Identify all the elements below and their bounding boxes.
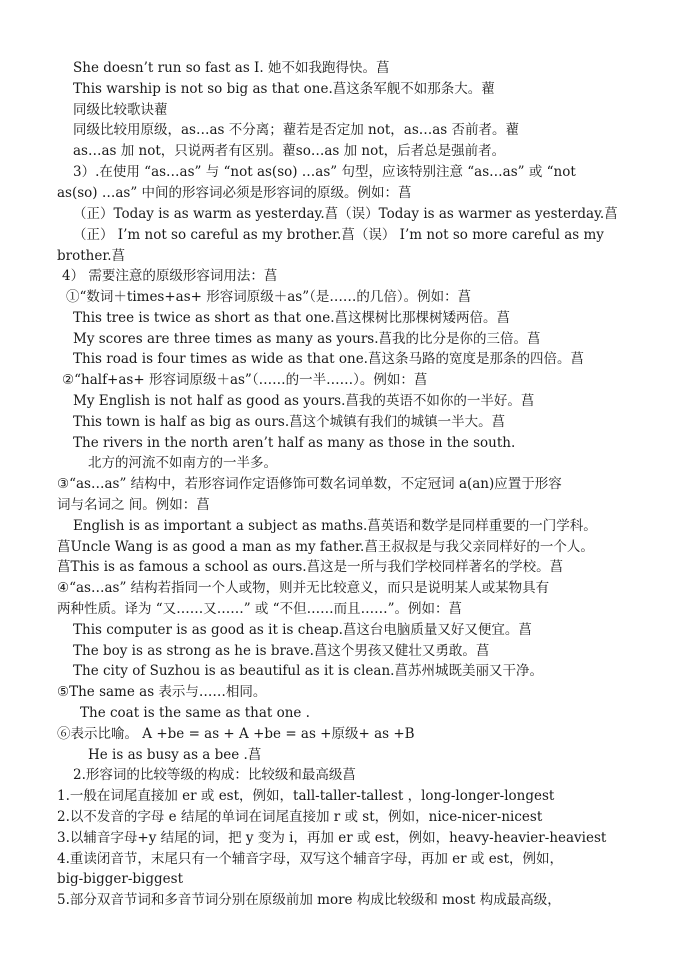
text-line: This road is four times as wide as that one.菖这条马路的宽度是那条的四倍。菖 <box>73 351 584 367</box>
text-line: 菖This is as famous a school as ours.菖这是一所与我们学校同样著名的学校。菖 <box>57 559 564 575</box>
text-line: The rivers in the north aren’t half as many as those in the south. <box>73 435 516 451</box>
text-line: （正）Today is as warm as yesterday.菖（误）Today is as warmer as yesterday.菖 <box>73 206 618 222</box>
text-line: 1.一般在词尾直接加 er 或 est，例如，tall-taller-tallest ，long-longer-longest <box>57 788 555 804</box>
text-line: 同级比较歌诀藋 <box>73 102 168 118</box>
text-line: as…as 加 not，只说两者有区别。藋so…as 加 not，后者总是强前者。 <box>73 143 506 159</box>
text-line: ④“as…as” 结构若指同一个人或物，则并无比较意义，而只是说明某人或某物具有 <box>57 580 550 596</box>
text-line: This warship is not so big as that one.菖这条军舰不如那条大。藋 <box>73 81 495 97</box>
text-line: 北方的河流不如南方的一半多。 <box>88 455 277 471</box>
text-line: She doesn’t run so fast as I. 她不如我跑得快。菖 <box>73 60 390 76</box>
text-line: 同级比较用原级，as…as 不分离；藋若是否定加 not，as…as 否前者。藋 <box>73 122 520 138</box>
text-line: The coat is the same as that one . <box>80 705 310 721</box>
text-line: 3）.在使用 “as…as” 与 “not as(so) …as” 句型，应该特别注意 “as…as” 或 “not <box>73 164 576 180</box>
text-line: My scores are three times as many as yours.菖我的比分是你的三倍。菖 <box>73 331 541 347</box>
text-line: ③“as…as” 结构中，若形容词作定语修饰可数名词单数，不定冠词 a(an)应置于形容 <box>57 476 562 492</box>
text-line: 4.重读闭音节，末尾只有一个辅音字母，双写这个辅音字母，再加 er 或 est，例如， <box>57 851 564 867</box>
text-line: brother.菖 <box>57 248 126 264</box>
text-line: as(so) …as” 中间的形容词必须是形容词的原级。例如：菖 <box>57 185 412 201</box>
text-line: This tree is twice as short as that one.菖这棵树比那棵树矮两倍。菖 <box>73 310 511 326</box>
text-line: This town is half as big as ours.菖这个城镇有我们的城镇一半大。菖 <box>73 414 506 430</box>
text-line: big-bigger-biggest <box>57 871 183 887</box>
text-line: 菖Uncle Wang is as good a man as my father.菖王叔叔是与我父亲同样好的一个人。 <box>57 539 594 555</box>
text-line: 4） 需要注意的原级形容词用法：菖 <box>62 268 278 284</box>
text-line: 两种性质。译为 “又……又……” 或 “不但……而且……”。例如：菖 <box>57 601 462 617</box>
text-line: 词与名词之 间。例如：菖 <box>57 497 210 513</box>
text-line: ⑤The same as 表示与……相同。 <box>57 684 267 700</box>
text-line: ⑥表示比喻。 A +be = as + A +be = as +原级+ as +B <box>57 726 415 742</box>
text-line: 5.部分双音节词和多音节词分别在原级前加 more 构成比较级和 most 构成最高级， <box>57 892 561 908</box>
text-line: 2.以不发音的字母 e 结尾的单词在词尾直接加 r 或 st，例如，nice-nicer-nicest <box>57 809 543 825</box>
text-line: The boy is as strong as he is brave.菖这个男孩又健壮又勇敢。菖 <box>73 643 490 659</box>
text-line: （正） I’m not so careful as my brother.菖（误） I’m not so more careful as my <box>73 227 604 243</box>
text-line: ②“half+as+ 形容词原级＋as”（……的一半……）。例如：菖 <box>62 372 428 388</box>
text-line: English is as important a subject as maths.菖英语和数学是同样重要的一门学科。 <box>73 518 597 534</box>
text-line: 3.以辅音字母+y 结尾的词，把 y 变为 i，再加 er 或 est，例如，heavy-heavier-heaviest <box>57 830 607 846</box>
text-line: This computer is as good as it is cheap.菖这台电脑质量又好又便宜。菖 <box>73 622 532 638</box>
text-line: 2.形容词的比较等级的构成：比较级和最高级菖 <box>73 767 356 783</box>
text-line: ①“数词＋times+as+ 形容词原级＋as”（是……的几倍）。例如：菖 <box>66 289 472 305</box>
text-line: My English is not half as good as yours.菖我的英语不如你的一半好。菖 <box>73 393 535 409</box>
text-line: The city of Suzhou is as beautiful as it is clean.菖苏州城既美丽又干净。 <box>73 663 543 679</box>
text-line: He is as busy as a bee .菖 <box>88 747 262 763</box>
